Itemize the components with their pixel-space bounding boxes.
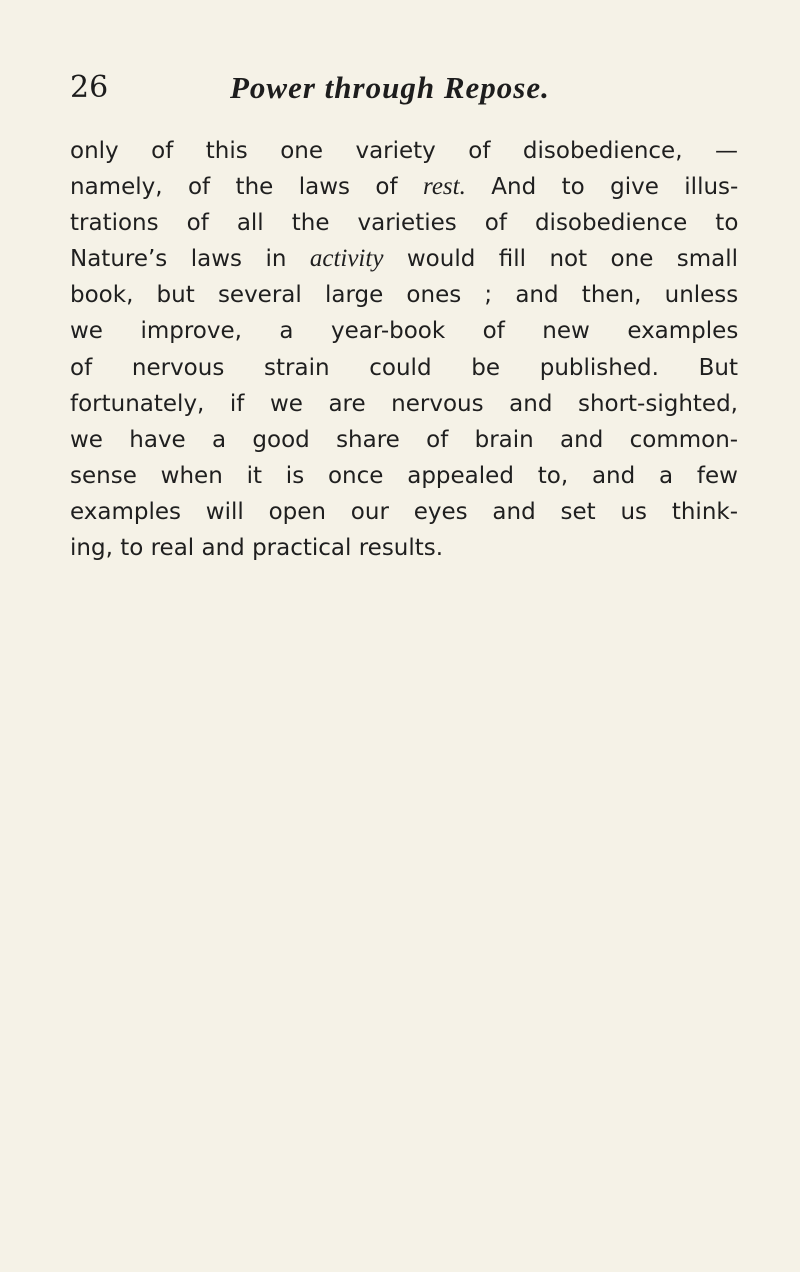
- italic-rest: rest.: [423, 173, 466, 201]
- text-line-9: we have a good share of brain and common-: [70, 426, 739, 453]
- text-line-1: only of this one variety of disobedience, —: [70, 138, 738, 164]
- italic-activity: activity: [309, 245, 384, 273]
- text-line-5: book, but several large ones ; and then, unless: [70, 282, 739, 309]
- text-line-2: namely, of the laws of rest. And to give illus-: [70, 173, 739, 201]
- running-title: Power through Repose.: [230, 70, 550, 105]
- text-line-10: sense when it is once appealed to, and a few: [70, 462, 738, 489]
- text-line-4: Nature’s laws in activity would fill not one small: [70, 245, 739, 273]
- running-head: [70, 70, 740, 110]
- page-number: 26: [70, 70, 109, 105]
- text-line-8: fortunately, if we are nervous and short-sighted,: [70, 390, 738, 417]
- text-line-3: trations of all the varieties of disobedience to: [70, 210, 739, 237]
- text-line-12: ing, to real and practical results.: [70, 535, 444, 562]
- text-line-7: of nervous strain could be published. But: [70, 354, 738, 381]
- text-line-11: examples will open our eyes and set us think-: [70, 498, 739, 525]
- text-line-6: we improve, a year-book of new examples: [70, 318, 739, 345]
- body-text: [70, 133, 738, 566]
